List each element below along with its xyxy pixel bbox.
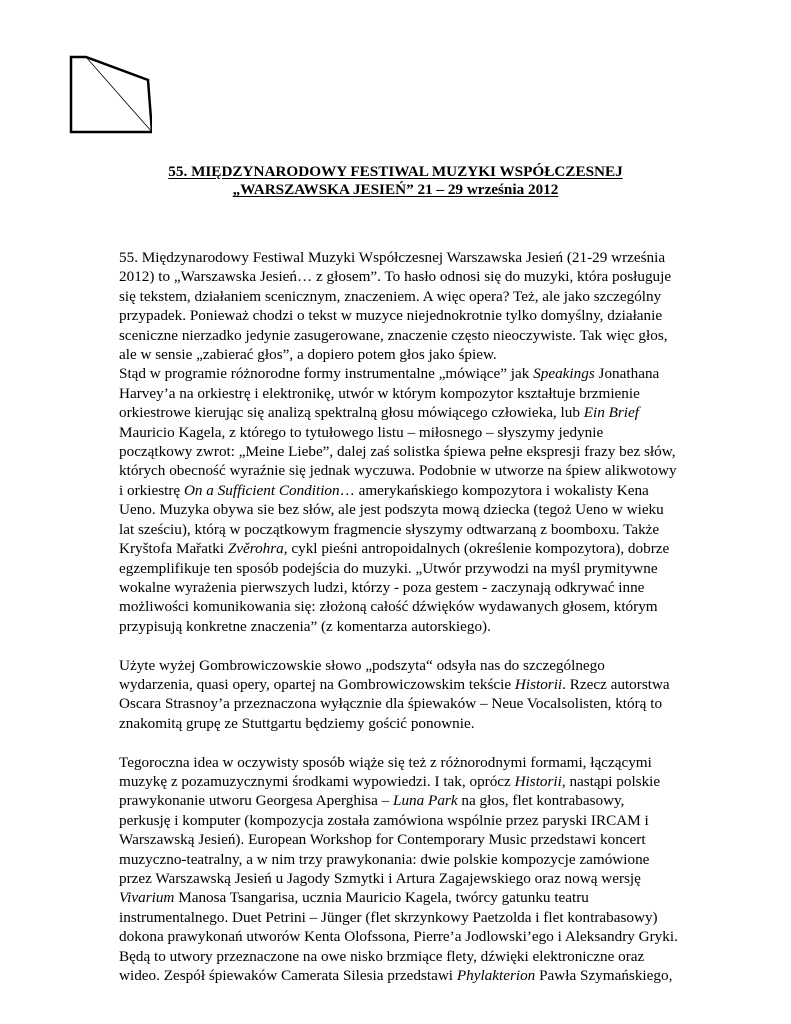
page-title-line-1: 55. MIĘDZYNARODOWY FESTIWAL MUZYKI WSPÓŁCZESNEJ [168,163,623,180]
paragraph-2 [119,364,699,636]
work-title: On a Sufficient Condition [183,481,340,499]
text-line: Mauricio Kagela, z którego to tytułowego listu – miłosnego – słyszymy jedynie [119,423,604,441]
text-line: Oscara Strasnoy’a przeznaczona wyłącznie dla śpiewaków – Neue Vocalsolisten, którą to [119,695,663,713]
text-line: Kryštofa Mařatki Zvěrohra, cykl pieśni antropoidalnych (określenie kompozytora), dobrze [119,540,670,558]
text-line: instrumentalnego. Duet Petrini – Jünger (flet skrzynkowy Paetzolda i flet kontrabasowy) [119,908,658,926]
text-line: możliwości komunikowania się: złożoną całość dźwięków wydawanych głosem, którym [119,598,658,616]
text-line: orkiestrowe kierując się analizą spektralną głosu mówiącego człowieka, lub Ein Brief [119,404,639,422]
text-line: się tekstem, działaniem scenicznym, znaczeniem. A więc opera? Też, ale jako szczególny [119,287,662,305]
paragraph-gap [119,636,699,655]
work-title: Phylakterion [456,967,536,984]
text-line: perkusję i komputer (kompozycja została zamówiona wspólnie przez paryski IRCAM i [119,811,649,829]
text-line: wideo. Zespół śpiewaków Camerata Silesia przedstawi Phylakterion Pawła Szymańskiego, [119,967,673,984]
work-title: Vivarium [119,889,175,907]
text-line: Warszawską Jesień). European Workshop for Contemporary Music przedstawi koncert [119,831,646,849]
paragraph-3 [119,656,699,734]
text-line: Użyte wyżej Gombrowiczowskie słowo „podszyta“ odsyła nas do szczególnego [119,656,605,674]
text-line: których obecność wyraźnie się jednak wyczuwa. Podobnie w utworze na śpiew alikwotowy [119,462,677,480]
text-line: egzemplifikuje ten sposób podejścia do muzyki. „Utwór przywodzi na myśl prymitywne [119,559,658,577]
paragraph-gap [119,733,699,752]
text-line: Vivarium Manosa Tsangarisa, ucznia Mauricio Kagela, twórcy gatunku teatru [119,889,589,907]
work-title: Speakings [533,365,595,383]
text-line: prawykonanie utworu Georgesa Aperghisa – Luna Park na głos, flet kontrabasowy, [119,792,625,810]
text-line: wydarzenia, quasi opery, opartej na Gombrowiczowskim tekście Historii. Rzecz autorstwa [119,675,670,693]
text-line: i orkiestrę On a Sufficient Condition… amerykańskiego kompozytora i wokalisty Kena [119,481,649,499]
text-line: 2012) to „Warszawska Jesień… z głosem”. To hasło odnosi się do muzyki, która posługuje [119,268,672,286]
paragraph-1 [119,248,699,364]
text-line: wokalne wyrażenia pierwszych ludzi, którzy - poza gestem - zaczynają odkrywać inne [119,578,645,596]
work-title: Historii [514,675,563,693]
text-line: sceniczne nierzadko jedynie zasugerowane, znaczenie często nieoczywiste. Tak więc głos, [119,326,668,344]
festival-logo-icon [68,54,152,134]
text-line: Tegoroczna idea w oczywisty sposób wiąże się też z różnorodnymi formami, łączącymi [119,753,652,771]
text-line: dokona prawykonań utworów Kenta Olofssona, Pierre’a Jodlowski’ego i Aleksandry Gryki. [119,928,678,946]
text-line: początkowy zwrot: „Meine Liebe”, dalej zaś solistka śpiewa pełne ekspresji frazy bez słów, [119,443,676,461]
text-line: znakomitą grupę ze Stuttgartu będziemy gościć ponownie. [119,714,475,732]
text-line: muzyczno-teatralny, a w nim trzy prawykonania: dwie polskie kompozycje zamówione [119,850,650,868]
work-title: Zvěrohra [227,540,284,558]
text-line: ale w sensie „zabierać głos”, a dopiero potem głos jako śpiew. [119,346,497,364]
article-body [119,248,699,985]
text-line: Stąd w programie różnorodne formy instrumentalne „mówiące” jak Speakings Jonathana [119,365,660,383]
text-line: lat sześciu), którą w początkowym fragmencie słyszymy odtwarzaną z boomboxu. Także [119,520,660,538]
work-title: Luna Park [393,792,458,810]
page-title-line-2: „WARSZAWSKA JESIEŃ” 21 – 29 września 2012 [232,181,559,198]
text-line: przypisują konkretne znaczenia” (z komentarza autorskiego). [119,617,491,635]
text-line: Ueno. Muzyka obywa sie bez słów, ale jest podszyta mową dziecka (tegoż Ueno w wieku [119,501,664,519]
work-title: Historii [514,772,562,790]
text-line: 55. Międzynarodowy Festiwal Muzyki Współczesnej Warszawska Jesień (21-29 września [119,249,666,266]
text-line: muzykę z pozamuzycznymi środkami wypowiedzi. I tak, oprócz Historii, nastąpi polskie [119,772,661,790]
text-line: przez Warszawską Jesień u Jagody Szmytki i Artura Zagajewskiego oraz nową wersję [119,869,641,887]
paragraph-4 [119,753,699,986]
work-title: Ein Brief [583,404,639,422]
text-line: Harvey’a na orkiestrę i elektronikę, utwór w którym kompozytor kształtuje brzmienie [119,384,640,402]
text-line: Będą to utwory przeznaczone na owe nisko brzmiące flety, dźwięki elektroniczne oraz [119,947,645,965]
text-line: przypadek. Ponieważ chodzi o tekst w muzyce niejednokrotnie tylko domyślny, działanie [119,307,663,325]
